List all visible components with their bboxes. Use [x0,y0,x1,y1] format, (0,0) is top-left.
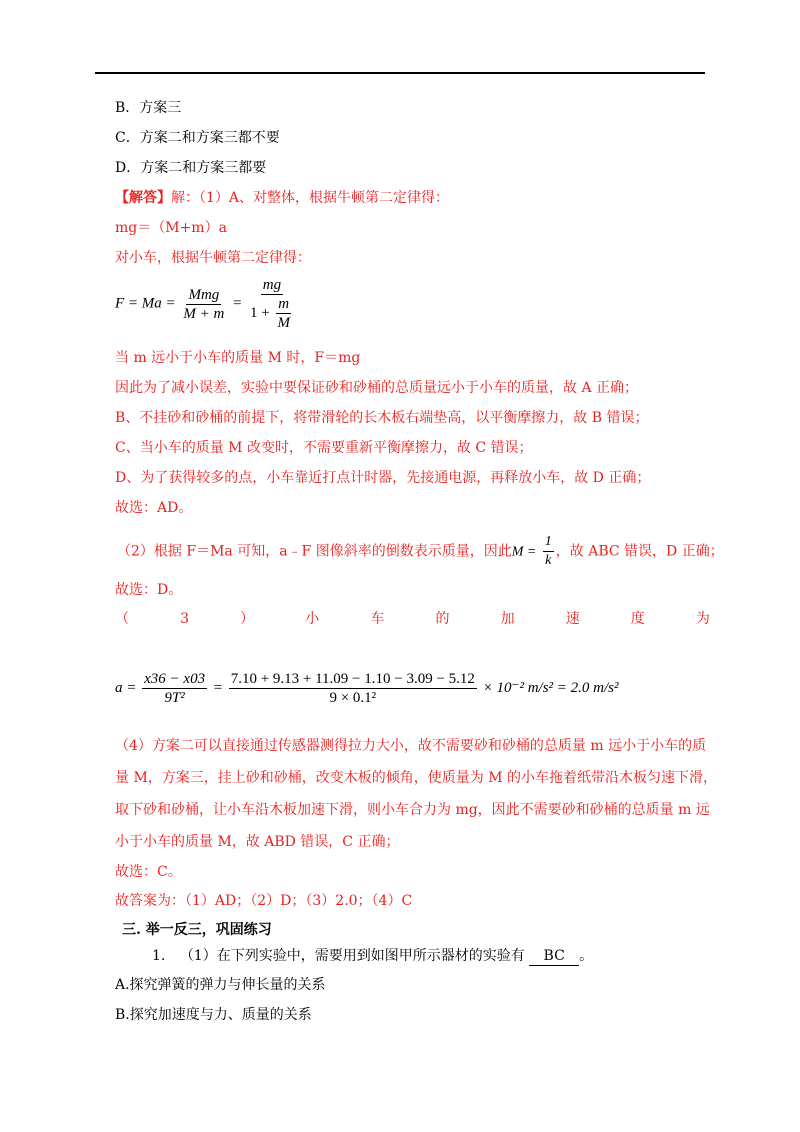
practice-option-b: B.探究加速度与力、质量的关系 [115,1007,312,1023]
part3-line [115,610,710,628]
formula-f-frac2-den-prefix: 1 + [249,304,270,321]
solution-tag: 【解答】 [115,190,171,206]
formula-f-lhs: F = Ma = [115,295,176,312]
formula-a-frac2-den: 9 × 0.1² [329,690,377,706]
question-1-answer: BC [529,947,579,966]
formula-a [115,670,619,707]
question-1 [152,947,593,966]
formula-a-frac1-den: 9T² [164,690,185,706]
part4-line-1: （4）方案二可以直接通过传感器测得拉力大小，故不需要砂和砂桶的总质量 m 远小于小车的质 [115,738,707,754]
part3-char: 度 [630,611,645,627]
formula-f-eq: = [232,295,243,312]
car-line: 对小车，根据牛顿第二定律得： [115,250,311,266]
option-b: B．方案三 [115,100,182,116]
formula-f-inner-num: m [278,296,290,312]
part3-char: 小 [305,611,320,627]
practice-option-a: A.探究弹簧的弹力与伸长量的关系 [115,977,326,993]
choose-1: 故选：AD。 [115,500,193,516]
part2-frac [543,533,554,570]
option-c-analysis: C、当小车的质量 M 改变时，不需要重新平衡摩擦力，故 C 错误； [115,440,533,456]
part2-post: ，故 ABC 错误，D 正确； [555,543,724,560]
part4-line-4: 小于小车的质量 M，故 ABD 错误，C 正确； [115,834,400,850]
part4-line-2: 量 M，方案三，挂上砂和砂桶，改变木板的倾角，使质量为 M 的小车拖着纸带沿木板匀速下滑， [115,770,718,786]
condition-line: 当 m 远小于小车的质量 M 时，F＝mg [115,350,361,366]
part3-char: ） [240,611,255,627]
final-answer: 故答案为：（1）AD；（2）D；（3）2.0；（4）C [115,893,413,909]
part3-char: 3 [180,611,190,627]
part3-char: （ [115,611,129,627]
part4-line-3: 取下砂和砂桶，让小车沿木板加速下滑，则小车合力为 mg，因此不需要砂和砂桶的总质量 m 远 [115,802,710,818]
formula-a-frac2-num: 7.10 + 9.13 + 11.09 − 1.10 − 3.09 − 5.12 [230,671,475,687]
practice-heading: 三. 举一反三，巩固练习 [122,922,272,938]
option-d: D．方案二和方案三都要 [115,160,267,176]
header-rule [95,72,705,74]
formula-f-inner-den: M [277,315,290,331]
thus-line: 因此为了减小误差，实验中要保证砂和砂桶的总质量远小于小车的质量，故 A 正确； [115,380,639,396]
formula-a-frac1 [142,670,207,707]
question-1-end: 。 [579,948,594,964]
part2-math-lhs: M = [511,544,537,560]
option-d-analysis: D、为了获得较多的点，小车靠近打点计时器，先接通电源，再释放小车，故 D 正确； [115,470,651,486]
option-c: C．方案二和方案三都不要 [115,130,280,146]
option-b-analysis: B、不挂砂和砂桶的前提下，将带滑轮的长木板右端垫高，以平衡摩擦力，故 B 错误； [115,410,649,426]
choose-2: 故选：D。 [115,582,183,598]
choose-4: 故选：C。 [115,864,182,880]
formula-a-frac2 [229,670,477,707]
part3-char: 速 [565,611,580,627]
part3-char: 车 [370,611,385,627]
formula-a-frac1-num: x36 − x03 [144,671,206,687]
formula-f [115,276,298,332]
formula-f-inner-frac [275,295,292,332]
part2-den: k [545,553,552,568]
part2-line [117,533,724,570]
equation-overall: mg＝（M+m）a [115,220,227,236]
part3-char: 加 [500,611,515,627]
solution-intro [115,189,449,207]
formula-f-frac1-num: Mmg [188,286,220,303]
formula-f-frac2-num: mg [262,277,282,293]
formula-f-frac2 [248,276,296,332]
formula-f-frac1-den: M + m [183,305,225,322]
solution-intro-text: 解：（1）A、对整体，根据牛顿第二定律得： [171,190,450,206]
question-1-number: 1. [152,948,166,964]
formula-a-eq: = [212,679,223,696]
formula-f-frac2-den [248,295,296,332]
part3-char: 为 [695,611,710,627]
question-1-text: （1）在下列实验中，需要用到如图甲所示器材的实验有 [179,948,525,964]
part2-pre: （2）根据 F＝Ma 可知，a﹣F 图像斜率的倒数表示质量，因此 [117,543,512,560]
formula-a-lhs: a = [115,679,137,696]
formula-f-frac1 [181,286,226,323]
part3-char: 的 [435,611,450,627]
part2-num: 1 [543,533,554,552]
formula-a-tail: × 10⁻² m/s² = 2.0 m/s² [482,679,619,696]
